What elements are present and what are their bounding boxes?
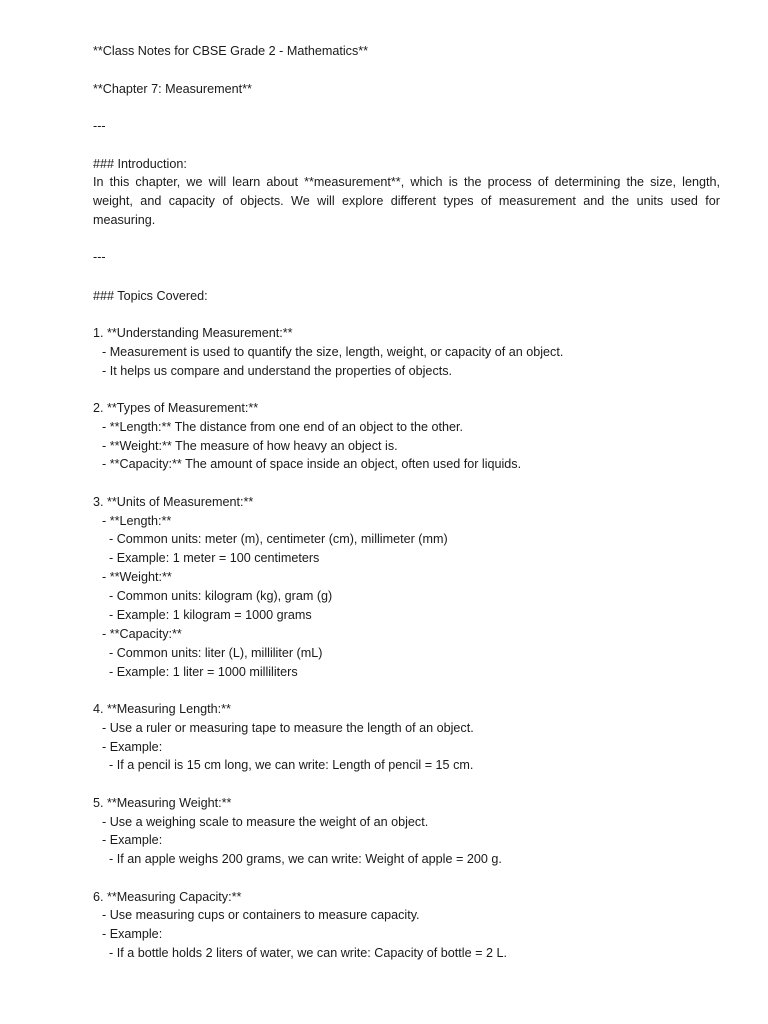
topic-title: 2. **Types of Measurement:** [93,401,259,415]
list-item: - Common units: kilogram (kg), gram (g) [109,589,333,603]
list-item: - Example: 1 liter = 1000 milliliters [109,665,298,679]
list-item: - If a bottle holds 2 liters of water, we can write: Capacity of bottle = 2 L. [109,946,507,960]
topics-heading: ### Topics Covered: [93,289,208,303]
topic-title: 3. **Units of Measurement:** [93,495,254,509]
list-item: - If an apple weighs 200 grams, we can write: Weight of apple = 200 g. [109,852,502,866]
list-item: - Use a weighing scale to measure the weight of an object. [102,815,429,829]
list-item: - It helps us compare and understand the properties of objects. [102,364,453,378]
topic-title: 6. **Measuring Capacity:** [93,890,242,904]
topic-title: 1. **Understanding Measurement:** [93,326,293,340]
list-item: - Example: 1 kilogram = 1000 grams [109,608,312,622]
topic-title: 5. **Measuring Weight:** [93,796,232,810]
list-item: - Measurement is used to quantify the size, length, weight, or capacity of an object. [102,345,564,359]
list-item: - **Length:** The distance from one end of an object to the other. [102,420,464,434]
chapter-title: **Chapter 7: Measurement** [93,82,252,96]
horizontal-rule: --- [93,250,106,264]
list-item: - Example: [102,833,163,847]
list-item: - Common units: liter (L), milliliter (mL) [109,646,323,660]
introduction-paragraph: In this chapter, we will learn about **measurement**, which is the process of determining the size, length, weight, and capacity of objects. We will explore different types of measurement and the units used for measuring. [93,175,720,227]
list-item: - Example: [102,740,163,754]
list-item: - Example: [102,927,163,941]
list-item: - If a pencil is 15 cm long, we can write: Length of pencil = 15 cm. [109,758,474,772]
list-item: - Common units: meter (m), centimeter (cm), millimeter (mm) [109,532,448,546]
introduction-heading: ### Introduction: [93,157,187,171]
list-item: - Use measuring cups or containers to measure capacity. [102,908,420,922]
list-item: - **Capacity:** [102,627,182,641]
list-item: - Use a ruler or measuring tape to measure the length of an object. [102,721,474,735]
list-item: - Example: 1 meter = 100 centimeters [109,551,320,565]
document-title: **Class Notes for CBSE Grade 2 - Mathematics** [93,44,369,58]
list-item: - **Weight:** The measure of how heavy an object is. [102,439,398,453]
list-item: - **Capacity:** The amount of space inside an object, often used for liquids. [102,457,522,471]
list-item: - **Length:** [102,514,172,528]
topic-title: 4. **Measuring Length:** [93,702,231,716]
horizontal-rule: --- [93,119,106,133]
list-item: - **Weight:** [102,570,172,584]
